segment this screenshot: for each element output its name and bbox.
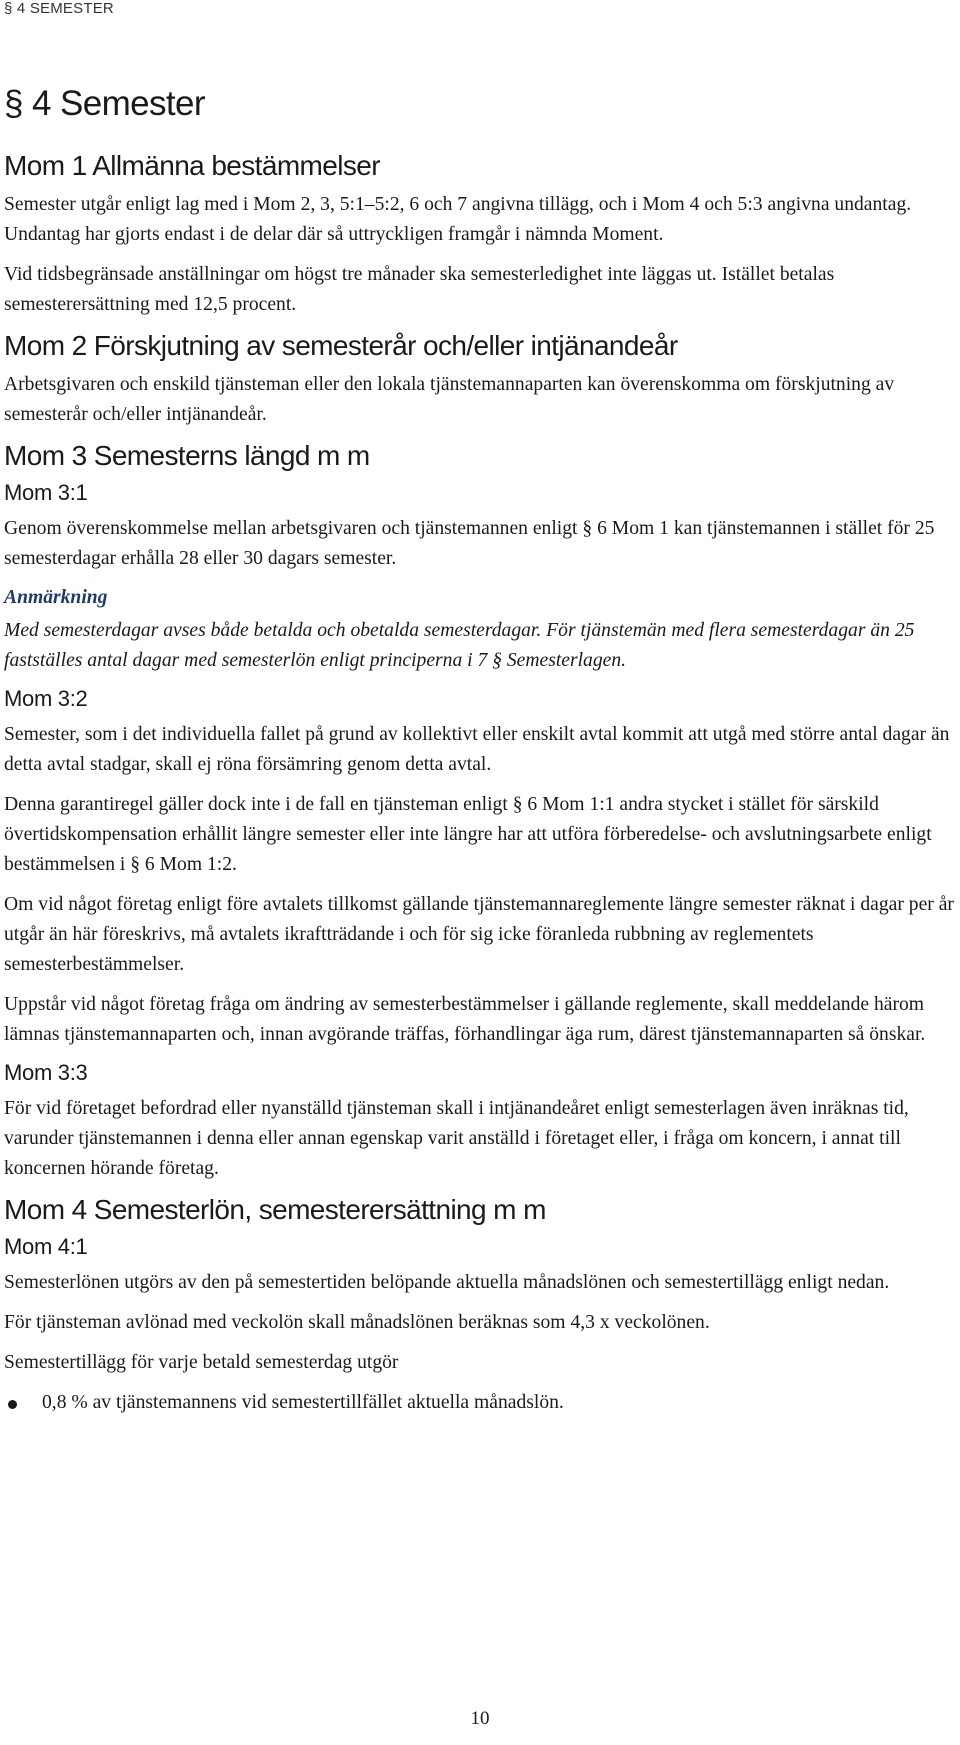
subsection-heading: Mom 3:2: [4, 686, 88, 711]
chapter-title: § 4 Semester: [4, 84, 205, 123]
page-number: 10: [470, 1708, 490, 1729]
section-heading: Mom 1 Allmänna bestämmelser: [4, 150, 380, 181]
note-text: Med semesterdagar avses både betalda och obetalda semesterdagar. För tjänstemän med flera semesterdagar än 25 fastställes antal dagar med semesterlön enligt principerna i 7 § Semesterlagen.: [4, 620, 915, 671]
section-heading: Mom 3 Semesterns längd m m: [4, 440, 370, 471]
section-mom-1: [4, 150, 954, 320]
subsection-heading: Mom 3:1: [4, 480, 88, 505]
paragraph: Semesterlönen utgörs av den på semestertiden belöpande aktuella månadslönen och semestertillägg enligt nedan.: [4, 1272, 890, 1293]
section-mom-2: [4, 330, 954, 430]
paragraph: Denna garantiregel gäller dock inte i de fall en tjänsteman enligt § 6 Mom 1:1 andra stycket i stället för särskild övertidskompensation erhållit längre semester eller inte längre har att utföra förberedelse- och avslutningsarbete enligt bestämmelsen i § 6 Mom 1:2.: [4, 794, 932, 875]
paragraph: Vid tidsbegränsade anställningar om högst tre månader ska semesterledighet inte läggas ut. Istället betalas semesterersättning med 12,5 procent.: [4, 264, 835, 315]
paragraph: Semester, som i det individuella fallet på grund av kollektivt eller enskilt avtal kommit att utgå med större antal dagar än detta avtal stadgar, skall ej röna försämring genom detta avtal.: [4, 724, 950, 775]
list-item-text: 0,8 % av tjänstemannens vid semestertillfället aktuella månadslön.: [42, 1392, 564, 1413]
paragraph: Semester utgår enligt lag med i Mom 2, 3, 5:1–5:2, 6 och 7 angivna tillägg, och i Mom 4 och 5:3 angivna undantag. Undantag har gjorts endast i de delar där så uttryckligen framgår i nämnda Moment.: [4, 194, 912, 245]
section-heading: Mom 4 Semesterlön, semesterersättning m m: [4, 1194, 546, 1225]
section-heading: Mom 2 Förskjutning av semesterår och/eller intjänandeår: [4, 330, 678, 361]
running-head: § 4 SEMESTER: [4, 0, 114, 17]
paragraph: Uppstår vid något företag fråga om ändring av semesterbestämmelser i gällande reglemente, skall meddelande härom lämnas tjänstemannaparten och, innan avgörande träffas, förhandlingar äga rum, därest tjänstemannaparten så önskar.: [4, 994, 926, 1045]
paragraph: Arbetsgivaren och enskild tjänsteman eller den lokala tjänstemannaparten kan överenskomma om förskjutning av semesterår och/eller intjänandeår.: [4, 374, 895, 425]
bullet-icon: [8, 1400, 17, 1409]
subsection-heading: Mom 4:1: [4, 1234, 88, 1259]
paragraph: Om vid något företag enligt före avtalets tillkomst gällande tjänstemannareglemente längre semester räknat i dagar per år utgår än här föreskrivs, må avtalets ikraftträdande i och för sig icke föranleda rubbning av reglementets semesterbestämmelser.: [4, 894, 954, 975]
paragraph: Semestertillägg för varje betald semesterdag utgör: [4, 1352, 399, 1373]
page-content: [4, 84, 954, 1428]
paragraph: Genom överenskommelse mellan arbetsgivaren och tjänstemannen enligt § 6 Mom 1 kan tjänstemannen i stället för 25 semesterdagar erhålla 28 eller 30 dagars semester.: [4, 518, 935, 569]
section-mom-3: [4, 440, 954, 1184]
bullet-list: [4, 1388, 954, 1418]
paragraph: För tjänsteman avlönad med veckolön skall månadslönen beräknas som 4,3 x veckolönen.: [4, 1312, 710, 1333]
note-heading: Anmärkning: [4, 587, 108, 608]
subsection-heading: Mom 3:3: [4, 1060, 88, 1085]
paragraph: För vid företaget befordrad eller nyanställd tjänsteman skall i intjänandeåret enligt semesterlagen även inräknas tid, varunder tjänstemannen i denna eller annan egenskap varit anställd i företaget eller, i fråga om koncern, i annat till koncernen hörande företag.: [4, 1098, 909, 1179]
section-mom-4: [4, 1194, 954, 1418]
list-item: [4, 1388, 954, 1418]
